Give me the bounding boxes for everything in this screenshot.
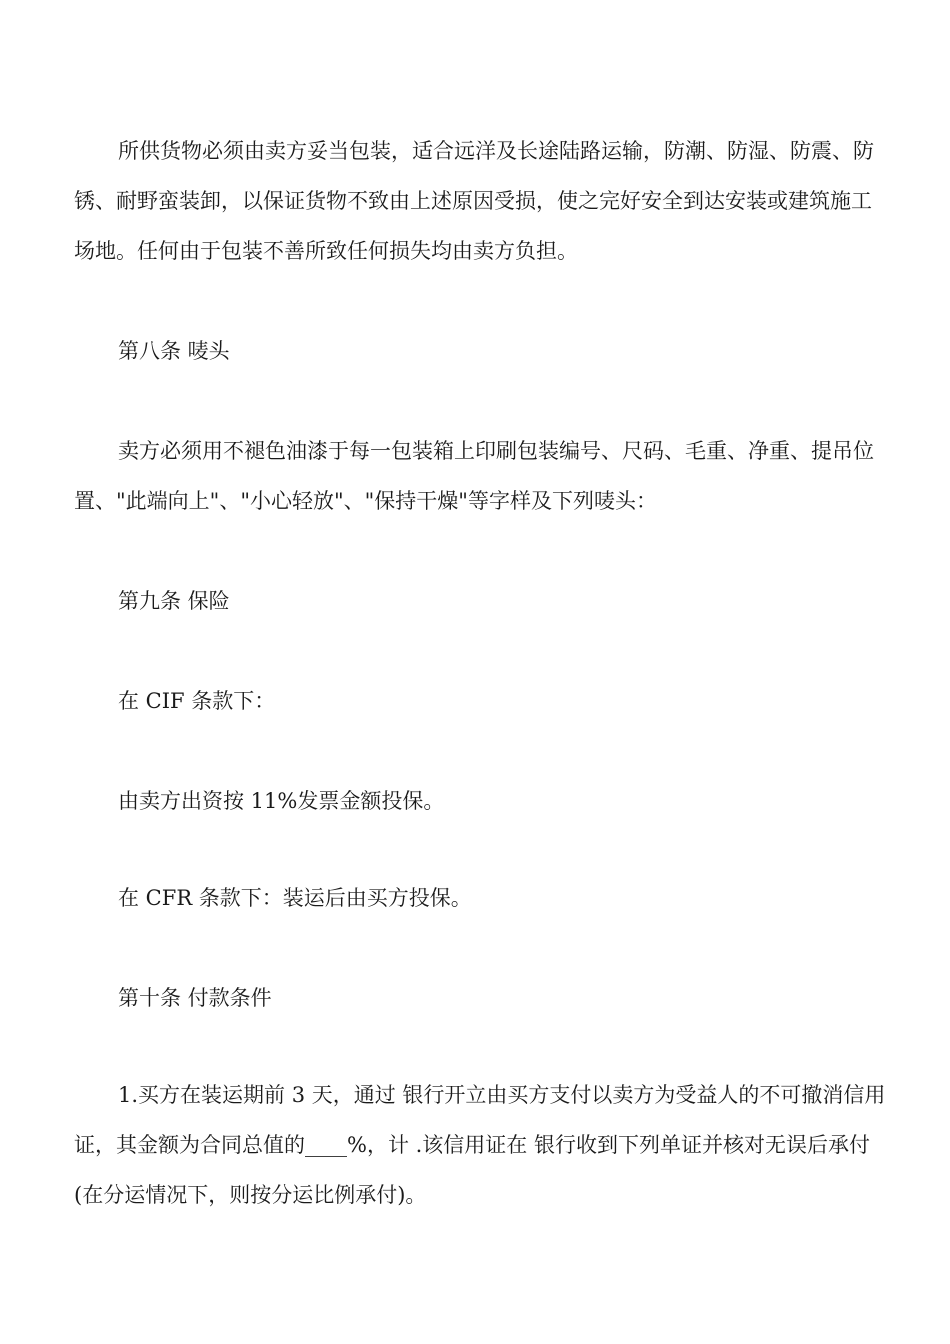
shipping-marks-paragraph: 卖方必须用不褪色油漆于每一包装箱上印刷包装编号、尺码、毛重、净重、提吊位置、"此端向上"、"小心轻放"、"保持干燥"等字样及下列唛头： — [74, 439, 874, 513]
cif-insurance-paragraph: 由卖方出资按 11%发票金额投保。 — [118, 789, 445, 813]
packaging-paragraph: 所供货物必须由卖方妥当包装，适合远洋及长途陆路运输，防潮、防湿、防震、防锈、耐野蛮装卸，以保证货物不致由上述原因受损，使之完好安全到达安装或建筑施工场地。任何由于包装不善所致任何损失均由卖方负担。 — [74, 139, 874, 263]
article-8-heading: 第八条 唛头 — [118, 339, 230, 363]
cif-terms-paragraph: 在 CIF 条款下： — [118, 689, 276, 713]
article-10-heading: 第十条 付款条件 — [118, 986, 272, 1010]
payment-terms-paragraph: 1.买方在装运期前 3 天，通过 银行开立由买方支付以卖方为受益人的不可撤消信用证，其金额为合同总值的____%，计 .该信用证在 银行收到下列单证并核对无误后承付(在分运情况下，则按分运比例承付)。 — [74, 1083, 886, 1207]
cfr-terms-paragraph: 在 CFR 条款下：装运后由买方投保。 — [118, 886, 472, 910]
article-9-heading: 第九条 保险 — [118, 589, 230, 613]
